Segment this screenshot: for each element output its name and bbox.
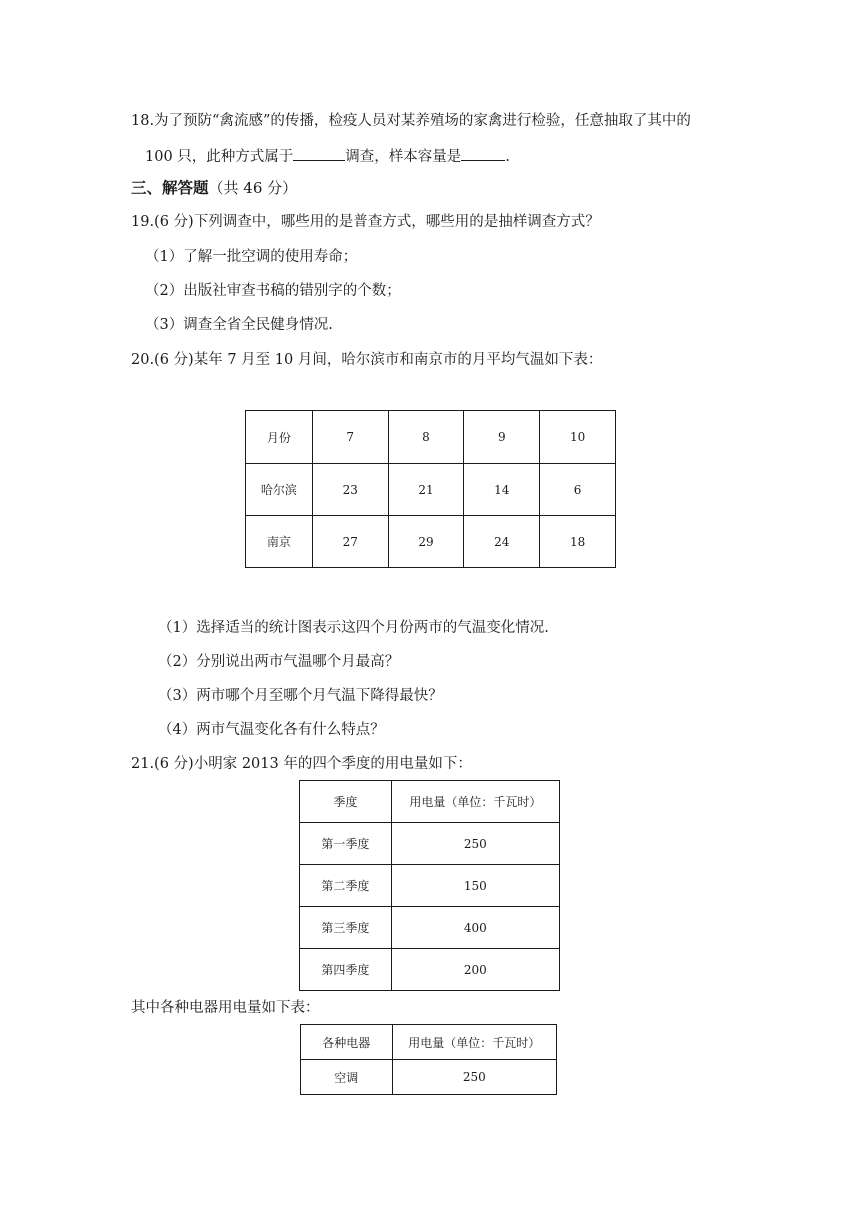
q18-line-2: 100 只，此种方式属于 调查，样本容量是 . <box>145 145 510 167</box>
q20-item-1: （1）选择适当的统计图表示这四个月份两市的气温变化情况. <box>158 620 549 636</box>
table-row <box>301 1025 557 1060</box>
table-cell: 南京 <box>246 516 313 568</box>
table-row <box>301 1060 557 1095</box>
table-header-cell: 9 <box>464 411 540 464</box>
table-header-cell: 10 <box>540 411 616 464</box>
q20-item-4: （4）两市气温变化各有什么特点？ <box>158 722 385 738</box>
table-cell: 第一季度 <box>300 823 392 865</box>
table-cell: 23 <box>312 464 388 516</box>
blank-sample-size <box>461 145 505 161</box>
table-cell: 空调 <box>301 1060 393 1095</box>
table-row <box>300 865 560 907</box>
table-cell: 18 <box>540 516 616 568</box>
q19-item-3: （3）调查全省全民健身情况. <box>145 317 333 333</box>
table-header-cell: 8 <box>388 411 464 464</box>
q19-stem: 19.(6 分)下列调查中，哪些用的是普查方式，哪些用的是抽样调查方式？ <box>131 214 600 230</box>
q19-item-2: （2）出版社审查书稿的错别字的个数； <box>145 283 401 299</box>
q20-stem: 20.(6 分)某年 7 月至 10 月间，哈尔滨市和南京市的月平均气温如下表： <box>131 352 603 368</box>
table-cell: 第四季度 <box>300 949 392 991</box>
table-row <box>300 823 560 865</box>
table-cell: 250 <box>392 1060 556 1095</box>
table-cell: 24 <box>464 516 540 568</box>
blank-survey-type <box>293 145 345 161</box>
section-heading: 三、解答题（共 46 分） <box>131 179 298 197</box>
q18-line-1: 18.为了预防“禽流感”的传播，检疫人员对某养殖场的家禽进行检验，任意抽取了其中的 <box>131 113 691 129</box>
table-header-cell: 7 <box>312 411 388 464</box>
table-cell: 250 <box>391 823 559 865</box>
table-row <box>300 781 560 823</box>
table-header-cell: 各种电器 <box>301 1025 393 1060</box>
q21-stem: 21.(6 分)小明家 2013 年的四个季度的用电量如下： <box>131 756 472 772</box>
table-header-cell: 用电量（单位：千瓦时） <box>392 1025 556 1060</box>
table-cell: 哈尔滨 <box>246 464 313 516</box>
q19-item-1: （1）了解一批空调的使用寿命； <box>145 249 358 265</box>
table-cell: 6 <box>540 464 616 516</box>
table-row <box>246 516 616 568</box>
table-cell: 200 <box>391 949 559 991</box>
appliance-usage-table <box>300 1024 557 1095</box>
table-header-cell: 月份 <box>246 411 313 464</box>
q21-between-text: 其中各种电器用电量如下表： <box>131 1000 320 1016</box>
table-row <box>300 907 560 949</box>
q20-item-3: （3）两市哪个月至哪个月气温下降得最快？ <box>158 688 443 704</box>
table-header-cell: 用电量（单位：千瓦时） <box>391 781 559 823</box>
table-cell: 14 <box>464 464 540 516</box>
table-row <box>300 949 560 991</box>
table-cell: 400 <box>391 907 559 949</box>
table-row <box>246 464 616 516</box>
table-cell: 150 <box>391 865 559 907</box>
table-cell: 第三季度 <box>300 907 392 949</box>
table-header-cell: 季度 <box>300 781 392 823</box>
table-cell: 21 <box>388 464 464 516</box>
q20-item-2: （2）分别说出两市气温哪个月最高？ <box>158 654 400 670</box>
temperature-table <box>245 410 616 568</box>
table-cell: 第二季度 <box>300 865 392 907</box>
quarterly-usage-table <box>299 780 560 991</box>
table-cell: 29 <box>388 516 464 568</box>
table-row <box>246 411 616 464</box>
table-cell: 27 <box>312 516 388 568</box>
